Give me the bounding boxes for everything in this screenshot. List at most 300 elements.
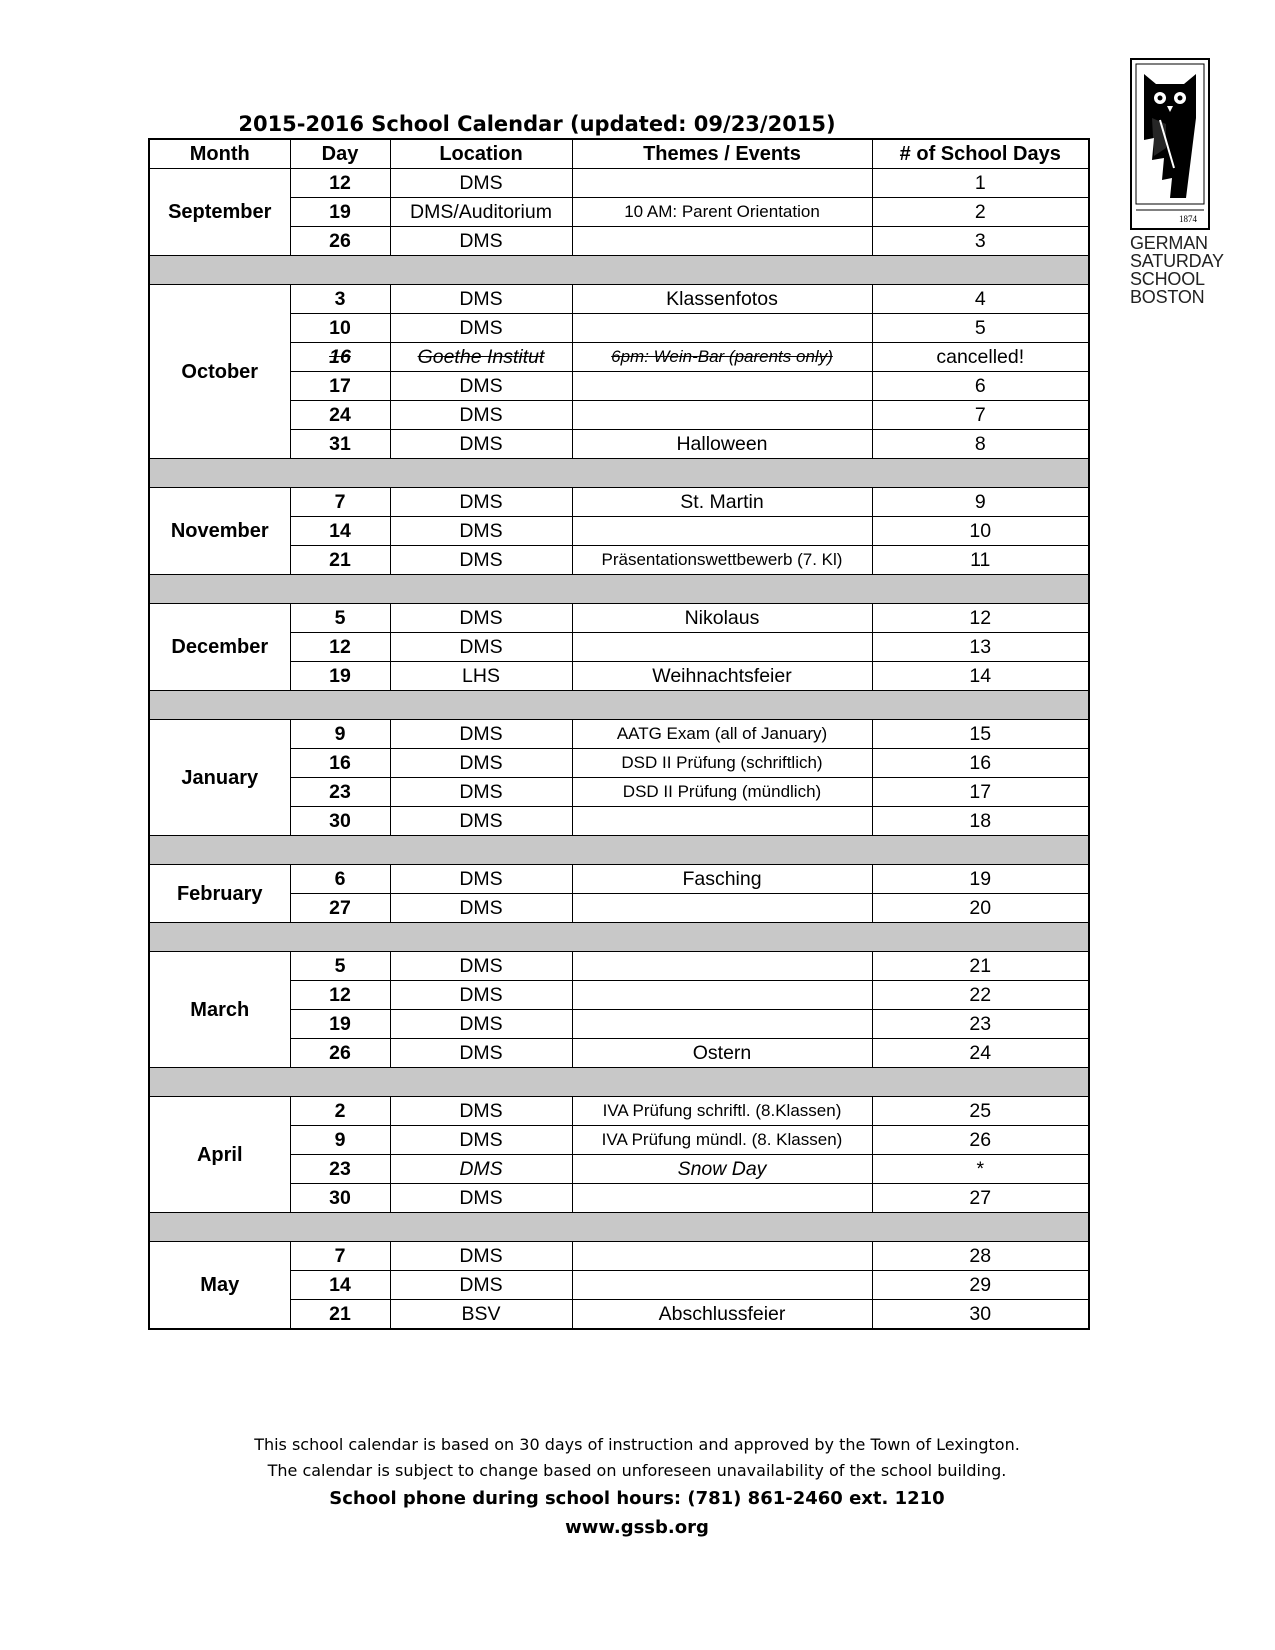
day-text: 26 (329, 1042, 351, 1064)
event-cell (572, 720, 872, 749)
school-day-count-cell (872, 1126, 1089, 1155)
school-day-count-cell (872, 807, 1089, 836)
school-day-count-text: 18 (969, 810, 992, 832)
school-day-count-text: 13 (969, 636, 992, 658)
table-row (149, 314, 1089, 343)
school-day-count-text: 27 (969, 1187, 992, 1209)
table-row (149, 517, 1089, 546)
location-text: DMS (459, 810, 503, 832)
day-cell (290, 372, 390, 401)
table-header-row (149, 139, 1089, 169)
school-day-count-text: 24 (969, 1042, 992, 1064)
day-cell (290, 604, 390, 633)
event-cell (572, 981, 872, 1010)
day-text: 30 (329, 810, 351, 832)
location-cell (390, 198, 572, 227)
day-text: 5 (334, 955, 346, 977)
month-separator (149, 923, 1089, 952)
location-text: DMS (459, 172, 503, 194)
table-row (149, 749, 1089, 778)
location-text: DMS (459, 955, 503, 977)
location-text: DMS (459, 1187, 503, 1209)
school-day-count-text: 5 (974, 317, 986, 339)
school-day-count-text: 30 (969, 1303, 992, 1325)
day-text: 5 (334, 607, 346, 629)
day-cell (290, 227, 390, 256)
event-cell (572, 285, 872, 314)
day-text: 19 (329, 1013, 351, 1035)
event-cell (572, 372, 872, 401)
day-cell (290, 169, 390, 198)
day-cell (290, 314, 390, 343)
school-name-line: BOSTON (1130, 287, 1205, 307)
header-themes-events: Themes / Events (572, 139, 872, 169)
school-day-count-text: 17 (969, 781, 992, 803)
table-row (149, 1184, 1089, 1213)
month-separator (149, 691, 1089, 720)
school-day-count-text: 12 (969, 607, 992, 629)
location-cell (390, 981, 572, 1010)
month-cell: May (149, 1242, 290, 1330)
day-cell (290, 981, 390, 1010)
location-cell (390, 1010, 572, 1039)
footer (148, 1432, 1126, 1542)
table-row (149, 1097, 1089, 1126)
day-cell (290, 1155, 390, 1184)
school-day-count-cell (872, 285, 1089, 314)
school-day-count-text: 29 (969, 1274, 992, 1296)
school-day-count-text: 22 (969, 984, 992, 1006)
school-day-count-text: 2 (974, 201, 986, 223)
event-cell (572, 952, 872, 981)
event-text: DSD II Prüfung (schriftlich) (621, 753, 823, 772)
location-cell (390, 604, 572, 633)
school-day-count-cell (872, 981, 1089, 1010)
event-cell (572, 1300, 872, 1330)
separator-cell (149, 1068, 1089, 1097)
event-cell (572, 1097, 872, 1126)
event-text: DSD II Prüfung (mündlich) (622, 782, 822, 801)
location-cell (390, 1242, 572, 1271)
day-text: 10 (329, 317, 351, 339)
location-cell (390, 1300, 572, 1330)
location-text: DMS (459, 230, 503, 252)
month-cell: January (149, 720, 290, 836)
day-cell (290, 865, 390, 894)
location-cell (390, 314, 572, 343)
location-cell (390, 1097, 572, 1126)
table-row (149, 894, 1089, 923)
location-text: Goethe Institut (417, 346, 545, 368)
location-cell (390, 546, 572, 575)
event-text: Klassenfotos (666, 288, 778, 310)
location-text: DMS (459, 897, 503, 919)
calendar-table (148, 138, 1090, 1330)
month-cell: February (149, 865, 290, 923)
location-cell (390, 1039, 572, 1068)
separator-cell (149, 923, 1089, 952)
event-cell (572, 1010, 872, 1039)
school-day-count-text: 7 (974, 404, 986, 426)
day-text: 23 (329, 781, 351, 803)
table-row (149, 227, 1089, 256)
school-day-count-text: 26 (969, 1129, 992, 1151)
school-day-count-cell (872, 894, 1089, 923)
day-cell (290, 401, 390, 430)
day-cell (290, 749, 390, 778)
header-school-days: # of School Days (872, 139, 1089, 169)
day-cell (290, 952, 390, 981)
school-day-count-text: 16 (969, 752, 992, 774)
school-day-count-cell (872, 633, 1089, 662)
event-cell (572, 198, 872, 227)
table-row (149, 343, 1089, 372)
table-row (149, 865, 1089, 894)
day-cell (290, 778, 390, 807)
location-text: DMS (459, 317, 503, 339)
table-row (149, 1010, 1089, 1039)
day-cell (290, 1242, 390, 1271)
header-day: Day (290, 139, 390, 169)
school-day-count-cell (872, 488, 1089, 517)
table-row (149, 1242, 1089, 1271)
month-cell: April (149, 1097, 290, 1213)
school-day-count-text: 1 (974, 172, 986, 194)
day-cell (290, 488, 390, 517)
school-day-count-cell (872, 372, 1089, 401)
month-separator (149, 836, 1089, 865)
day-text: 27 (329, 897, 351, 919)
event-text: Fasching (682, 868, 762, 890)
event-cell (572, 662, 872, 691)
location-cell (390, 1271, 572, 1300)
table-row (149, 285, 1089, 314)
separator-cell (149, 256, 1089, 285)
location-text: DMS (459, 375, 503, 397)
day-cell (290, 894, 390, 923)
location-cell (390, 1126, 572, 1155)
day-cell (290, 1010, 390, 1039)
school-day-count-cell (872, 1010, 1089, 1039)
school-day-count-text: * (976, 1158, 985, 1180)
school-day-count-cell (872, 1271, 1089, 1300)
school-day-count-text: 15 (969, 723, 992, 745)
location-cell (390, 343, 572, 372)
footer-note-1: This school calendar is based on 30 days of instruction and approved by the Town of Lexington. (254, 1435, 1020, 1454)
event-cell (572, 865, 872, 894)
day-text: 16 (329, 752, 351, 774)
location-text: DMS (459, 781, 503, 803)
location-text: DMS (459, 752, 503, 774)
table-row (149, 1039, 1089, 1068)
month-cell: December (149, 604, 290, 691)
day-text: 16 (329, 346, 351, 368)
school-day-count-text: 28 (969, 1245, 992, 1267)
day-cell (290, 546, 390, 575)
event-text: Snow Day (677, 1158, 767, 1180)
day-cell (290, 1271, 390, 1300)
day-text: 7 (334, 491, 346, 513)
day-cell (290, 285, 390, 314)
event-cell (572, 1155, 872, 1184)
day-text: 21 (329, 1303, 351, 1325)
event-cell (572, 517, 872, 546)
school-day-count-cell (872, 546, 1089, 575)
event-text: St. Martin (680, 491, 764, 513)
location-cell (390, 633, 572, 662)
school-day-count-cell (872, 952, 1089, 981)
owl-logo (1130, 58, 1210, 230)
table-row (149, 546, 1089, 575)
school-day-count-cell (872, 1184, 1089, 1213)
school-day-count-cell (872, 227, 1089, 256)
location-cell (390, 807, 572, 836)
school-day-count-text: 10 (969, 520, 992, 542)
table-row (149, 662, 1089, 691)
day-cell (290, 1184, 390, 1213)
location-text: DMS (459, 1013, 503, 1035)
event-text: 10 AM: Parent Orientation (624, 202, 820, 221)
day-text: 19 (329, 201, 351, 223)
table-row (149, 198, 1089, 227)
school-day-count-cell (872, 169, 1089, 198)
school-name (1130, 234, 1230, 306)
location-text: DMS (459, 1100, 503, 1122)
separator-cell (149, 575, 1089, 604)
table-row (149, 372, 1089, 401)
event-cell (572, 343, 872, 372)
day-text: 9 (334, 1129, 346, 1151)
event-cell (572, 1184, 872, 1213)
school-day-count-text: 19 (969, 868, 992, 890)
location-text: DMS (459, 1245, 503, 1267)
event-text: Weihnachtsfeier (652, 665, 792, 687)
school-day-count-cell (872, 1300, 1089, 1330)
location-cell (390, 1184, 572, 1213)
day-cell (290, 1300, 390, 1330)
month-separator (149, 1068, 1089, 1097)
school-day-count-cell (872, 865, 1089, 894)
event-cell (572, 894, 872, 923)
location-cell (390, 720, 572, 749)
event-text: Präsentationswettbewerb (7. Kl) (601, 550, 843, 569)
day-text: 14 (329, 1274, 351, 1296)
day-text: 14 (329, 520, 351, 542)
event-cell (572, 1039, 872, 1068)
location-cell (390, 169, 572, 198)
event-text: IVA Prüfung schriftl. (8.Klassen) (602, 1101, 842, 1120)
table-row (149, 1271, 1089, 1300)
day-cell (290, 1039, 390, 1068)
location-text: DMS (459, 433, 503, 455)
event-cell (572, 1242, 872, 1271)
school-day-count-cell (872, 430, 1089, 459)
school-day-count-cell (872, 778, 1089, 807)
month-separator (149, 256, 1089, 285)
event-text: Halloween (676, 433, 768, 455)
school-day-count-text: 21 (969, 955, 992, 977)
school-day-count-cell (872, 1097, 1089, 1126)
event-text: IVA Prüfung mündl. (8. Klassen) (601, 1130, 843, 1149)
location-text: DMS (459, 984, 503, 1006)
location-text: DMS (459, 868, 503, 890)
logo-year: 1874 (1179, 214, 1197, 224)
month-separator (149, 575, 1089, 604)
location-text: DMS (459, 723, 503, 745)
event-text: Abschlussfeier (658, 1303, 786, 1325)
day-text: 17 (329, 375, 351, 397)
school-day-count-text: cancelled! (936, 346, 1025, 368)
school-day-count-text: 23 (969, 1013, 992, 1035)
event-text: Nikolaus (684, 607, 760, 629)
website-link[interactable]: www.gssb.org (565, 1517, 709, 1538)
location-cell (390, 749, 572, 778)
location-cell (390, 952, 572, 981)
day-text: 26 (329, 230, 351, 252)
school-name-line: SCHOOL (1130, 269, 1205, 289)
location-cell (390, 401, 572, 430)
school-day-count-text: 14 (969, 665, 992, 687)
month-separator (149, 1213, 1089, 1242)
location-text: DMS (459, 1129, 503, 1151)
table-row (149, 720, 1089, 749)
table-row (149, 981, 1089, 1010)
school-day-count-text: 20 (969, 897, 992, 919)
location-cell (390, 1155, 572, 1184)
event-cell (572, 401, 872, 430)
day-text: 6 (334, 868, 346, 890)
day-text: 19 (329, 665, 351, 687)
school-day-count-cell (872, 343, 1089, 372)
month-cell: November (149, 488, 290, 575)
event-cell (572, 778, 872, 807)
location-text: DMS/Auditorium (410, 201, 552, 223)
school-phone: School phone during school hours: (781) 861-2460 ext. 1210 (329, 1488, 945, 1509)
location-cell (390, 662, 572, 691)
table-row (149, 604, 1089, 633)
table-row (149, 1300, 1089, 1330)
month-cell: March (149, 952, 290, 1068)
location-cell (390, 285, 572, 314)
location-text: DMS (459, 288, 503, 310)
day-cell (290, 198, 390, 227)
separator-cell (149, 459, 1089, 488)
school-day-count-cell (872, 198, 1089, 227)
separator-cell (149, 691, 1089, 720)
event-cell (572, 430, 872, 459)
footer-note-2: The calendar is subject to change based on unforeseen unavailability of the school building. (267, 1461, 1007, 1480)
school-day-count-text: 4 (974, 288, 986, 310)
day-text: 30 (329, 1187, 351, 1209)
day-cell (290, 807, 390, 836)
event-cell (572, 1126, 872, 1155)
table-row (149, 952, 1089, 981)
calendar-title: 2015-2016 School Calendar (updated: 09/23/2015) (238, 112, 836, 136)
school-day-count-text: 3 (974, 230, 986, 252)
school-day-count-cell (872, 517, 1089, 546)
table-row (149, 1155, 1089, 1184)
location-cell (390, 430, 572, 459)
table-row (149, 430, 1089, 459)
event-cell (572, 488, 872, 517)
separator-cell (149, 1213, 1089, 1242)
day-cell (290, 430, 390, 459)
school-day-count-cell (872, 604, 1089, 633)
day-cell (290, 343, 390, 372)
school-day-count-cell (872, 314, 1089, 343)
location-text: DMS (459, 1042, 503, 1064)
school-day-count-cell (872, 401, 1089, 430)
location-text: DMS (459, 1158, 503, 1180)
day-cell (290, 633, 390, 662)
school-day-count-text: 25 (969, 1100, 992, 1122)
location-cell (390, 778, 572, 807)
day-cell (290, 662, 390, 691)
location-text: LHS (462, 665, 500, 687)
location-text: DMS (459, 491, 503, 513)
day-text: 2 (334, 1100, 346, 1122)
table-row (149, 169, 1089, 198)
school-day-count-cell (872, 1242, 1089, 1271)
event-cell (572, 1271, 872, 1300)
header-month: Month (149, 139, 290, 169)
day-text: 12 (329, 172, 351, 194)
event-cell (572, 169, 872, 198)
event-cell (572, 604, 872, 633)
location-text: DMS (459, 636, 503, 658)
location-text: BSV (461, 1303, 501, 1325)
school-day-count-cell (872, 720, 1089, 749)
month-separator (149, 459, 1089, 488)
school-day-count-text: 6 (974, 375, 986, 397)
event-text: AATG Exam (all of January) (616, 724, 828, 743)
school-day-count-text: 8 (974, 433, 986, 455)
day-text: 21 (329, 549, 351, 571)
table-row (149, 1126, 1089, 1155)
event-cell (572, 749, 872, 778)
location-cell (390, 517, 572, 546)
table-row (149, 488, 1089, 517)
day-text: 7 (334, 1245, 346, 1267)
location-cell (390, 372, 572, 401)
event-text: 6pm: Wein-Bar (parents only) (611, 347, 833, 366)
day-cell (290, 1126, 390, 1155)
table-row (149, 807, 1089, 836)
table-row (149, 633, 1089, 662)
school-day-count-cell (872, 749, 1089, 778)
location-cell (390, 865, 572, 894)
day-text: 31 (329, 433, 351, 455)
day-cell (290, 1097, 390, 1126)
school-name-line: SATURDAY (1130, 251, 1224, 271)
location-text: DMS (459, 1274, 503, 1296)
location-cell (390, 894, 572, 923)
location-text: DMS (459, 520, 503, 542)
event-cell (572, 633, 872, 662)
school-day-count-text: 9 (974, 491, 986, 513)
day-text: 9 (334, 723, 346, 745)
location-cell (390, 488, 572, 517)
day-cell (290, 720, 390, 749)
month-cell: September (149, 169, 290, 256)
separator-cell (149, 836, 1089, 865)
school-day-count-cell (872, 1155, 1089, 1184)
school-day-count-text: 11 (970, 549, 991, 571)
month-cell: October (149, 285, 290, 459)
school-name-line: GERMAN (1130, 233, 1208, 253)
school-day-count-cell (872, 1039, 1089, 1068)
location-text: DMS (459, 404, 503, 426)
